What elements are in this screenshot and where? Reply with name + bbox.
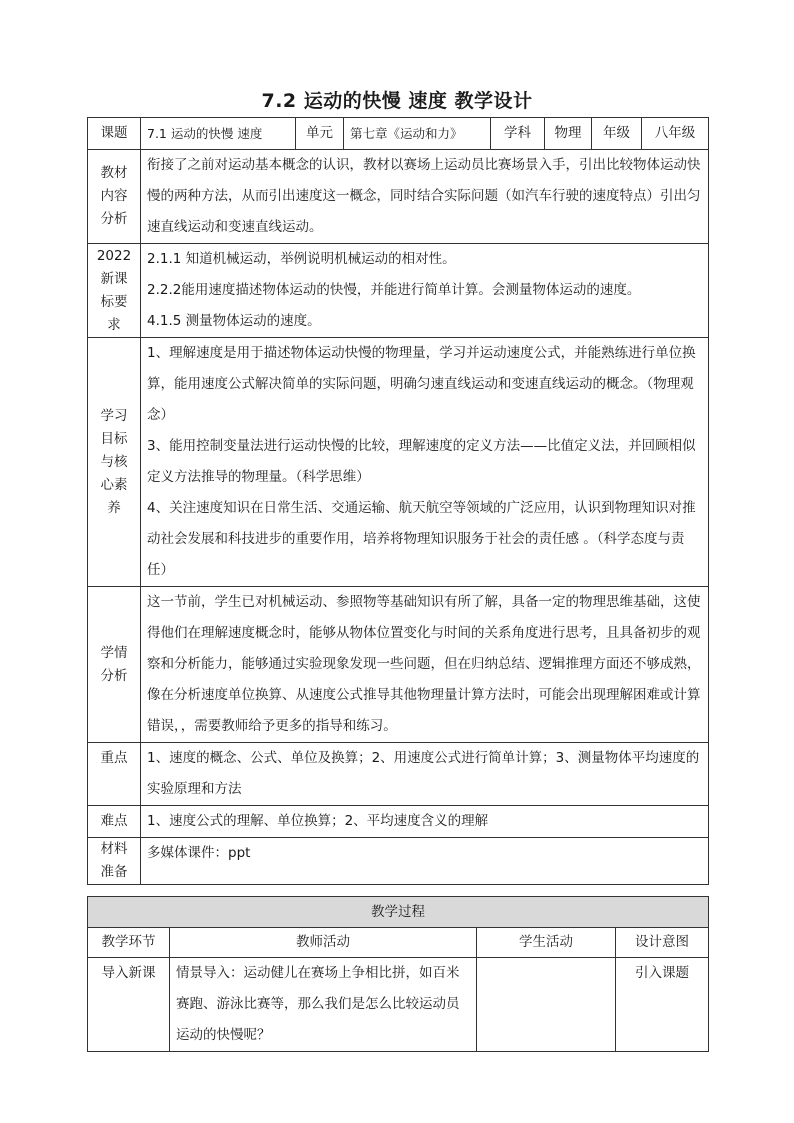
process-row [88, 958, 709, 1052]
section-content [141, 338, 709, 587]
section-label-line: 准备 [100, 864, 128, 880]
section-paragraph: 这一节前，学生已对机械运动、参照物等基础知识有所了解，具备一定的物理思维基础，这使得他们在理解速度概念时，能够从物体位置变化与时间的关系角度进行思考，且具备初步的观察和分析能力，能够通过实验现象发现一些问题，但在归纳总结、逻辑推理方面还不够成熟，像在分析速度单位换算、从速度公式推导其他物理量计算方法时，可能会出现理解困难或计算错误，，需要教师给予更多的指导和练习。 [147, 594, 701, 734]
section-paragraph: 3、能用控制变量法进行运动快慢的比较，理解速度的定义方法——比值定义法，并回顾相似定义方法推导的物理量。（科学思维） [147, 438, 696, 485]
section-paragraph: 多媒体课件：ppt [147, 845, 251, 861]
subject-label: 学科 [491, 118, 545, 150]
section-label-line: 目标 [100, 430, 128, 447]
unit-value: 第七章《运动和力》 [344, 118, 491, 150]
section-paragraph: 2.2.2能用速度描述物体运动的快慢，并能进行简单计算。会测量物体运动的速度。 [147, 282, 641, 298]
section-label-line: 标要 [100, 293, 128, 310]
process-student-activity [477, 958, 616, 1052]
section-row [88, 244, 709, 338]
section-label-line: 心素 [100, 476, 128, 493]
section-label [88, 743, 141, 806]
section-label-line: 重点 [100, 750, 128, 766]
column-header-intent: 设计意图 [616, 928, 709, 958]
document-title: 7.2 运动的快慢 速度 教学设计 [261, 90, 533, 112]
section-paragraph: 2.1.1 知道机械运动，举例说明机械运动的相对性。 [147, 251, 456, 267]
section-paragraph: 1、理解速度是用于描述物体运动快慢的物理量，学习并运动速度公式，并能熟练进行单位换算，能用速度公式解决简单的实际问题，明确匀速直线运动和变速直线运动的概念。（物理观念） [147, 345, 696, 423]
section-content [141, 244, 709, 338]
process-design-intent: 引入课题 [616, 958, 709, 1052]
process-rows [88, 958, 709, 1052]
section-label-line: 材料 [100, 841, 128, 857]
section-label-line: 求 [107, 316, 121, 333]
lesson-info-table [87, 117, 709, 885]
process-stage: 导入新课 [88, 958, 170, 1052]
topic-label: 课题 [88, 118, 141, 150]
section-label-line: 学情 [100, 644, 128, 661]
info-row [88, 118, 709, 150]
section-row [88, 806, 709, 838]
teaching-process-table [87, 896, 709, 1052]
section-paragraph: 1、速度公式的理解、单位换算；2、平均速度含义的理解 [147, 813, 489, 829]
section-label [88, 587, 141, 743]
section-label-line: 分析 [100, 667, 128, 684]
section-row [88, 150, 709, 244]
section-paragraph: 衔接了之前对运动基本概念的认识，教材以赛场上运动员比赛场景入手，引出比较物体运动快慢的两种方法，从而引出速度这一概念，同时结合实际问题（如汽车行驶的速度特点）引出匀速直线运动和变速直线运动。 [147, 157, 701, 235]
section-label-line: 内容 [100, 188, 128, 204]
section-content [141, 743, 709, 806]
section-content [141, 587, 709, 743]
lesson-section-rows [88, 150, 709, 885]
process-column-headers [88, 928, 709, 958]
section-paragraph: 4、关注速度知识在日常生活、交通运输、航天航空等领域的广泛应用，认识到物理知识对推动社会发展和科技进步的重要作用，培养将物理知识服务于社会的责任感 。（科学态度与责任） [147, 500, 696, 578]
subject-value: 物理 [545, 118, 592, 150]
section-paragraph: 4.1.5 测量物体运动的速度。 [147, 313, 321, 329]
section-label-line: 养 [107, 499, 121, 516]
section-label-line: 新课 [100, 270, 128, 287]
section-label-line: 教材 [100, 165, 128, 181]
section-row [88, 838, 709, 885]
section-label [88, 838, 141, 885]
column-header-stage: 教学环节 [88, 928, 170, 958]
section-label [88, 150, 141, 244]
section-label-line: 学习 [100, 407, 128, 424]
section-content [141, 806, 709, 838]
section-label-line: 分析 [100, 211, 128, 227]
section-label-line: 与核 [100, 453, 128, 470]
column-header-student: 学生活动 [477, 928, 616, 958]
section-row [88, 743, 709, 806]
section-label [88, 338, 141, 587]
process-header: 教学过程 [88, 897, 709, 928]
unit-label: 单元 [296, 118, 344, 150]
section-paragraph: 1、速度的概念、公式、单位及换算；2、用速度公式进行简单计算；3、测量物体平均速度的实验原理和方法 [147, 750, 700, 797]
grade-value: 八年级 [642, 118, 709, 150]
section-content [141, 150, 709, 244]
section-content [141, 838, 709, 885]
section-row [88, 587, 709, 743]
grade-label: 年级 [592, 118, 642, 150]
column-header-teacher: 教师活动 [170, 928, 477, 958]
section-label [88, 244, 141, 338]
section-row [88, 338, 709, 587]
section-label-line: 难点 [100, 813, 128, 829]
topic-value: 7.1 运动的快慢 速度 [141, 118, 296, 150]
section-label-line: 2022 [96, 247, 132, 264]
process-teacher-activity: 情景导入：运动健儿在赛场上争相比拼，如百米赛跑、游泳比赛等，那么我们是怎么比较运动员运动的快慢呢？ [170, 958, 477, 1052]
section-label [88, 806, 141, 838]
